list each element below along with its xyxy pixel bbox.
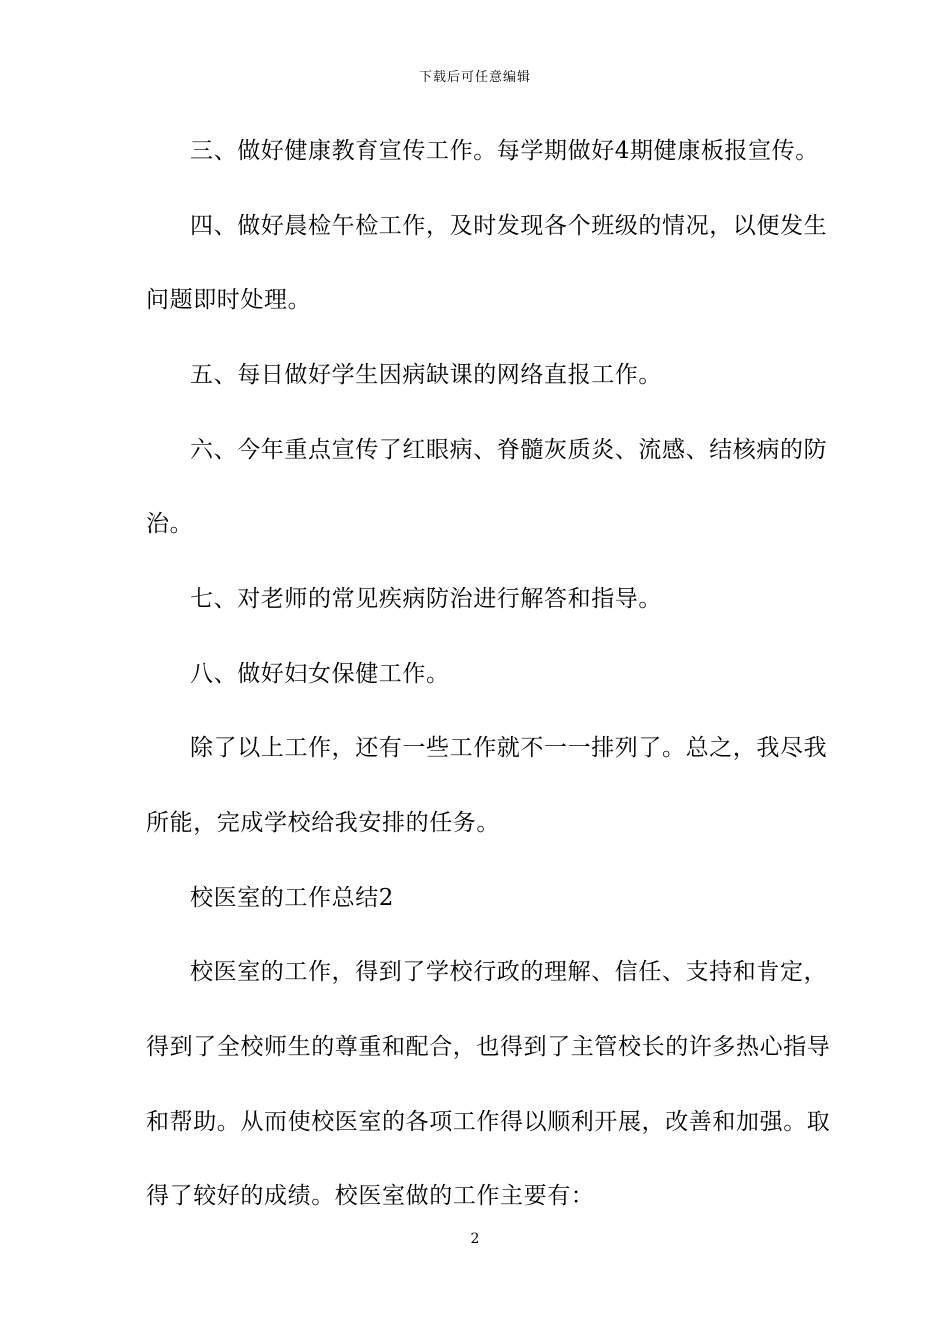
page-number: 2 xyxy=(470,1231,480,1247)
paragraph-line: 所能，完成学校给我安排的任务。 xyxy=(146,810,500,836)
paragraph-line: 四、做好晨检午检工作，及时发现各个班级的情况，以便发生 xyxy=(190,213,828,239)
paragraph-line: 校医室的工作，得到了学校行政的理解、信任、支持和肯定， xyxy=(190,959,828,985)
paragraph-line: 八、做好妇女保健工作。 xyxy=(190,661,450,687)
section-heading: 校医室的工作总结2 xyxy=(190,885,395,911)
header-note: 下载后可任意编辑 xyxy=(418,70,531,85)
paragraph-line: 三、做好健康教育宣传工作。每学期做好4期健康板报宣传。 xyxy=(190,138,819,164)
paragraph-line: 得了较好的成绩。校医室做的工作主要有： xyxy=(146,1183,595,1209)
paragraph-line: 六、今年重点宣传了红眼病、脊髓灰质炎、流感、结核病的防 xyxy=(190,437,828,463)
paragraph-line: 得到了全校师生的尊重和配合，也得到了主管校长的许多热心指导 xyxy=(146,1034,831,1060)
paragraph-line: 五、每日做好学生因病缺课的网络直报工作。 xyxy=(190,362,662,388)
paragraph-line: 七、对老师的常见疾病防治进行解答和指导。 xyxy=(190,586,662,612)
paragraph-line: 和帮助。从而使校医室的各项工作得以顺利开展，改善和加强。取 xyxy=(146,1109,831,1135)
paragraph-line: 治。 xyxy=(146,511,194,537)
paragraph-line: 除了以上工作，还有一些工作就不一一排列了。总之，我尽我 xyxy=(190,735,828,761)
paragraph-line: 问题即时处理。 xyxy=(146,287,312,313)
